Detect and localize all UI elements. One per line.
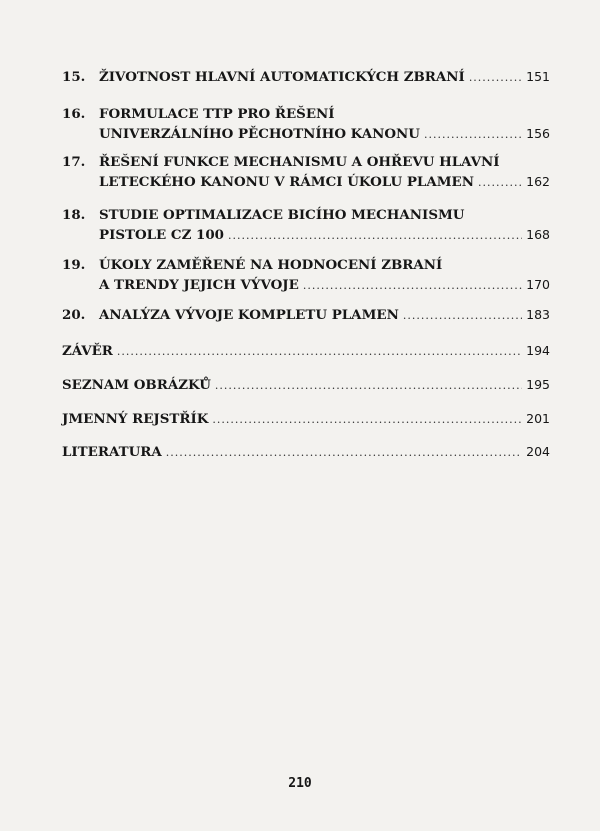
- toc-entry-15: [62, 67, 550, 88]
- toc-entry-17: [62, 152, 550, 193]
- toc-entry-16: [62, 104, 550, 145]
- dot-leader: [215, 376, 522, 396]
- dot-leader: [117, 342, 522, 362]
- section-title: JMENNÝ REJSTŘÍK: [62, 411, 209, 427]
- chapter-title-line: ŘEŠENÍ FUNKCE MECHANISMU A OHŘEVU HLAVNÍ: [99, 154, 500, 170]
- toc-entry-literatura: [62, 442, 550, 463]
- page-number: 195: [526, 377, 550, 392]
- section-title: SEZNAM OBRÁZKŮ: [62, 377, 211, 393]
- page-number: 156: [526, 126, 550, 141]
- page-number: 168: [526, 227, 550, 242]
- toc-entry-18: [62, 205, 550, 246]
- folio-page-number: 210: [288, 776, 312, 791]
- chapter-title-line: A TRENDY JEJICH VÝVOJE: [99, 277, 299, 293]
- chapter-title-line: ÚKOLY ZAMĚŘENÉ NA HODNOCENÍ ZBRANÍ: [99, 257, 443, 273]
- chapter-title-line: STUDIE OPTIMALIZACE BICÍHO MECHANISMU: [99, 207, 465, 223]
- chapter-title: ANALÝZA VÝVOJE KOMPLETU PLAMEN: [99, 307, 399, 323]
- toc-entry-seznam-obrazku: [62, 375, 550, 396]
- toc-entry-19: [62, 255, 550, 296]
- page-number: 201: [526, 411, 550, 426]
- chapter-number: 16.: [62, 106, 86, 122]
- chapter-title: ŽIVOTNOST HLAVNÍ AUTOMATICKÝCH ZBRANÍ: [99, 69, 465, 85]
- chapter-number: 17.: [62, 154, 86, 170]
- dot-leader: [303, 276, 522, 296]
- toc-entry-zaver: [62, 341, 550, 362]
- page-number: 151: [526, 69, 550, 84]
- dot-leader: [469, 68, 522, 88]
- chapter-number: 18.: [62, 207, 86, 223]
- chapter-title-line: FORMULACE TTP PRO ŘEŠENÍ: [99, 106, 335, 122]
- dot-leader: [228, 226, 522, 246]
- dot-leader: [212, 410, 522, 430]
- dot-leader: [424, 125, 522, 145]
- dot-leader: [403, 306, 522, 326]
- chapter-number: 20.: [62, 307, 86, 323]
- dot-leader: [478, 173, 522, 193]
- page-number: 162: [526, 174, 550, 189]
- section-title: LITERATURA: [62, 444, 162, 460]
- chapter-title-line: UNIVERZÁLNÍHO PĚCHOTNÍHO KANONU: [99, 126, 420, 142]
- toc-entry-20: [62, 305, 550, 326]
- section-title: ZÁVĚR: [62, 343, 113, 359]
- page-number: 183: [526, 307, 550, 322]
- chapter-title-line: PISTOLE CZ 100: [99, 227, 224, 243]
- page-number: 204: [526, 444, 550, 459]
- toc-entry-jmenny-rejstrik: [62, 409, 550, 430]
- chapter-title-line: LETECKÉHO KANONU V RÁMCI ÚKOLU PLAMEN: [99, 174, 475, 190]
- chapter-number: 19.: [62, 257, 86, 273]
- page-number: 170: [526, 277, 550, 292]
- chapter-number: 15.: [62, 69, 86, 85]
- page-number: 194: [526, 343, 550, 358]
- dot-leader: [166, 443, 522, 463]
